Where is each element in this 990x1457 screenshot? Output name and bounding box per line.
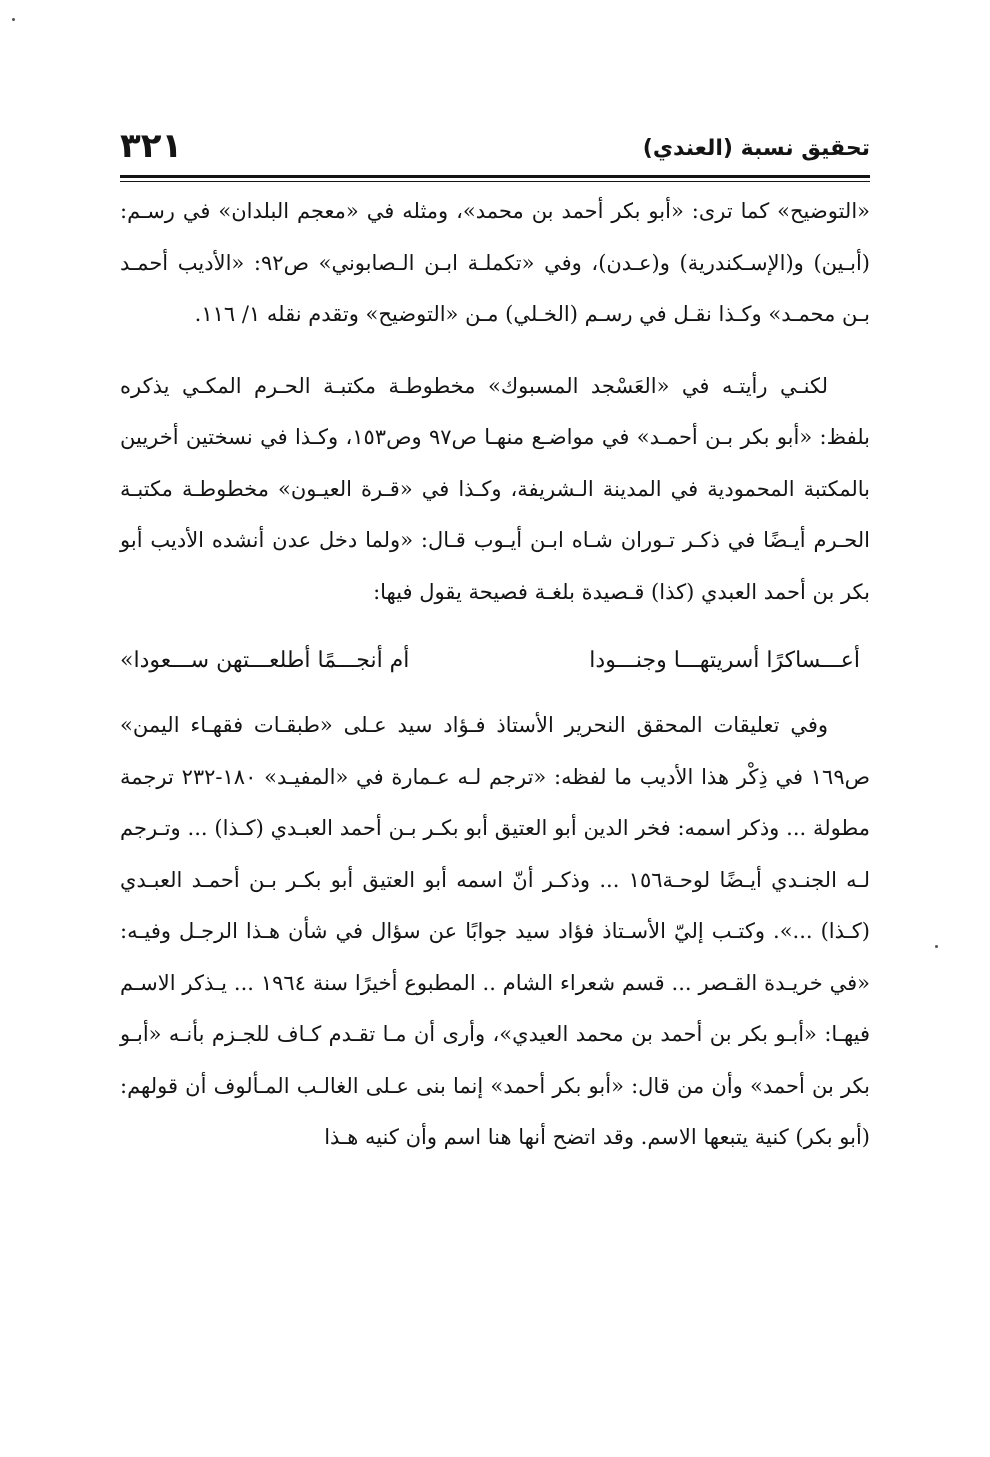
paragraph-1: «التوضيح» كما ترى: «أبو بكر أحمد بن محمد»، ومثله في «معجم البلدان» في رسـم: (أبـين) و(الإسـكندرية) و(عـدن)، وفي «تكملـة ابـن الـصابوني» ص٩٢: «الأديب أحمـد بـن محمـد» وكـذا نقـل في رسـم (الخـلي) مـن «التوضيح» وتقدم نقله ١/ ١١٦. [120, 199, 870, 326]
header-rule-thick [120, 175, 870, 178]
scan-speck [935, 945, 938, 948]
page-number: ٣٢١ [120, 126, 183, 166]
body-text [120, 186, 870, 1164]
paragraph-3: وفي تعليقات المحقق النحرير الأستاذ فـؤاد سيد عـلى «طبقـات فقهـاء اليمن» ص١٦٩ في ذِكْر هذا الأديب ما لفظه: «ترجم لـه عـمارة في «المفيـد» ١٨٠-٢٣٢ ترجمة مطولة ... وذكر اسمه: فخر الدين أبو العتيق أبو بكـر بـن أحمد العبـدي (كـذا) ... وتـرجم لـه الجنـدي أيـضًا لوحـة١٥٦ ... وذكـر أنّ اسمه أبو العتيق أبو بكـر بـن أحمـد العبـدي (كـذا) ...». وكتـب إليّ الأسـتاذ فؤاد سيد جوابًا عن سؤال في شأن هـذا الرجـل وفيـه: «في خريـدة القـصر ... قسم شعراء الشام .. المطبوع أخيرًا سنة ١٩٦٤ ... يـذكر الاسـم فيهـا: «أبـو بكر بن أحمد بن محمد العيدي»، وأرى أن مـا تقـدم كـاف للجـزم بأنـه «أبـو بكر بن أحمد» وأن من قال: «أبو بكر أحمد» إنما بنى عـلى الغالـب المـألوف أن قولهم: (أبو بكر) كنية يتبعها الاسم. وقد اتضح أنها هنا اسم وأن كنيه هـذا [120, 713, 870, 1149]
scan-speck [12, 18, 15, 21]
running-title: تحقيق نسبة (العندي) [642, 136, 870, 161]
header-rule-thin [120, 181, 870, 182]
poetry-verse [120, 632, 870, 688]
page-header [120, 120, 870, 176]
verse-first-hemistich: أعـــساكرًا أسريتهـــا وجنـــودا [589, 647, 860, 673]
verse-second-hemistich: أم أنجـــمًا أطلعـــتهن ســـعودا» [120, 647, 410, 673]
paragraph-2: لكنـي رأيتـه في «العَسْجد المسبوك» مخطوطـة مكتبـة الحـرم المكـي يذكره بلفظ: «أبو بكر بـن أحمـد» في مواضـع منهـا ص٩٧ وص١٥٣، وكـذا في نسختين أخريين بالمكتبة المحمودية في المدينة الـشريفة، وكـذا في «قـرة العيـون» مخطوطـة مكتبـة الحـرم أيـضًا في ذكـر تـوران شـاه ابـن أيـوب قـال: «ولما دخل عدن أنشده الأديب أبو بكر بن أحمد العبدي (كذا) قـصيدة بلغـة فصيحة يقول فيها: [120, 373, 870, 604]
